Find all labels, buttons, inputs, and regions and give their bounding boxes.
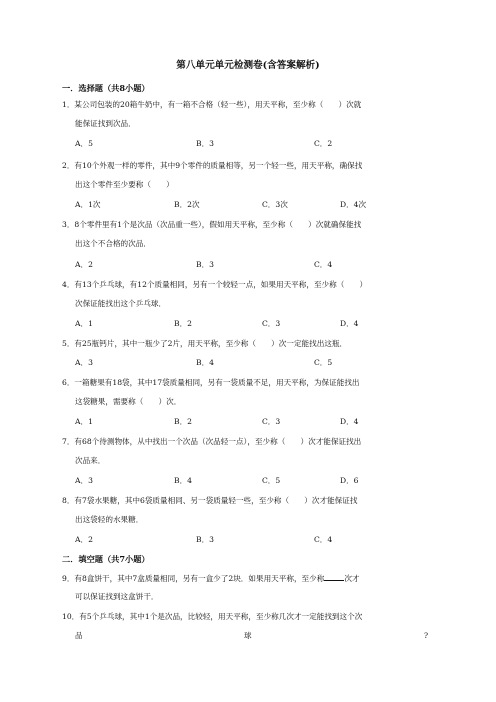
question-6-line-2: 这袋糖果，需要称（ ）次．: [75, 397, 182, 406]
question-8-option-c: C．4: [314, 535, 333, 544]
question-2-option-a: A．1次: [75, 200, 101, 209]
question-7-option-b: B．4: [174, 476, 193, 485]
answer-blank[interactable]: [324, 572, 344, 581]
question-9-text-after-blank: 次才: [344, 574, 360, 583]
question-5-option-a: A．3: [75, 358, 93, 367]
question-8-line-1: 8．有7袋水果糖，其中6袋质量相同、另一袋质量轻一些，至少称（ ）次才能保证找: [62, 496, 358, 505]
question-2-option-b: B．2次: [174, 200, 200, 209]
question-8-option-a: A．2: [75, 535, 93, 544]
section-fill-heading: 二．填空题（共7小题）: [62, 554, 150, 564]
question-7-line-2: 次品来．: [75, 456, 106, 465]
question-7-line-1: 7．有68个待测物体，从中找出一个次品（次品轻一点），至少称（ ）次才能保证找出: [62, 437, 362, 446]
question-2-option-d: D．4次: [340, 200, 367, 209]
question-6-line-1: 6．一箱糖果有18袋，其中17袋质量相同，另有一袋质量不足，用天平称，为保证能找出: [62, 378, 360, 387]
question-7-option-d: D．6: [340, 476, 359, 485]
question-3-option-c: C．4: [314, 260, 333, 269]
question-9-line-1: [62, 572, 360, 585]
question-9-text-before-blank: 9．有8盒饼干，其中7盒质量相同，另有一盒少了2块．如果用天平称，至少称: [62, 574, 325, 583]
question-3-line-2: 出这个不合格的次品．: [75, 239, 151, 248]
question-4-option-c: C．3: [262, 319, 281, 328]
question-5-option-c: C．5: [314, 358, 333, 367]
question-9-line-2: 可以保证找到这盒饼干．: [75, 592, 159, 601]
question-4-line-2: 次保证能找出这个乒乓球．: [75, 299, 167, 308]
question-4-option-a: A．1: [75, 319, 93, 328]
question-1-option-c: C．2: [314, 139, 333, 148]
question-2-option-c: C．3次: [262, 200, 288, 209]
question-1-line-2: 能保证找到次品．: [75, 119, 136, 128]
section-choice-heading: 一．选择题（共8小题）: [62, 83, 150, 93]
question-10-line-2-start: 品: [75, 631, 83, 640]
question-10-line-1: 10．有5个乒乓球，其中1个是次品，比较轻，用天平称，至少称几次才一定能找到这个次: [62, 612, 363, 621]
question-8-line-2: 出这袋轻的水果糖．: [75, 515, 144, 524]
question-10-line-2-end: ?: [424, 631, 429, 640]
question-4-option-d: D．4: [340, 319, 359, 328]
question-1-line-1: 1．某公司包装的20箱牛奶中，有一箱不合格（轻一些），用天平称，至少称（ ）次就: [62, 100, 362, 109]
question-6-option-b: B．2: [174, 417, 193, 426]
question-4-line-1: 4．有13个乒乓球，有12个质量相同，另有一个较轻一点，如果用天平称，至少称（ ）: [62, 280, 368, 289]
question-7-option-a: A．3: [75, 476, 93, 485]
question-8-option-b: B．3: [196, 535, 215, 544]
question-4-option-b: B．2: [174, 319, 193, 328]
page-title: 第八单元单元检测卷(含答案解析): [176, 60, 320, 71]
question-3-line-1: 3．8个零件里有1个是次品（次品重一些），假如用天平称，至少称（ ）次就确保能找: [62, 220, 362, 229]
question-6-option-a: A．1: [75, 417, 93, 426]
question-3-option-b: B．3: [196, 260, 215, 269]
question-3-option-a: A．2: [75, 260, 93, 269]
question-2-line-1: 2．有10个外观一样的零件，其中9个零件的质量相等，另一个轻一些，用天平称，确保找: [62, 161, 363, 170]
question-6-option-c: C．3: [262, 417, 281, 426]
question-6-option-d: D．4: [340, 417, 359, 426]
question-1-option-b: B．3: [196, 139, 215, 148]
question-5-line-1: 5．有25瓶钙片，其中一瓶少了2片，用天平称，至少称（ ）次一定能找出这瓶．: [62, 339, 348, 348]
question-7-option-c: C．5: [262, 476, 281, 485]
question-2-line-2: 出这个零件至少要称（ ）: [75, 180, 174, 189]
question-5-option-b: B．4: [196, 358, 215, 367]
question-1-option-a: A．5: [75, 139, 93, 148]
question-10-line-2-middle: 球: [244, 631, 252, 640]
